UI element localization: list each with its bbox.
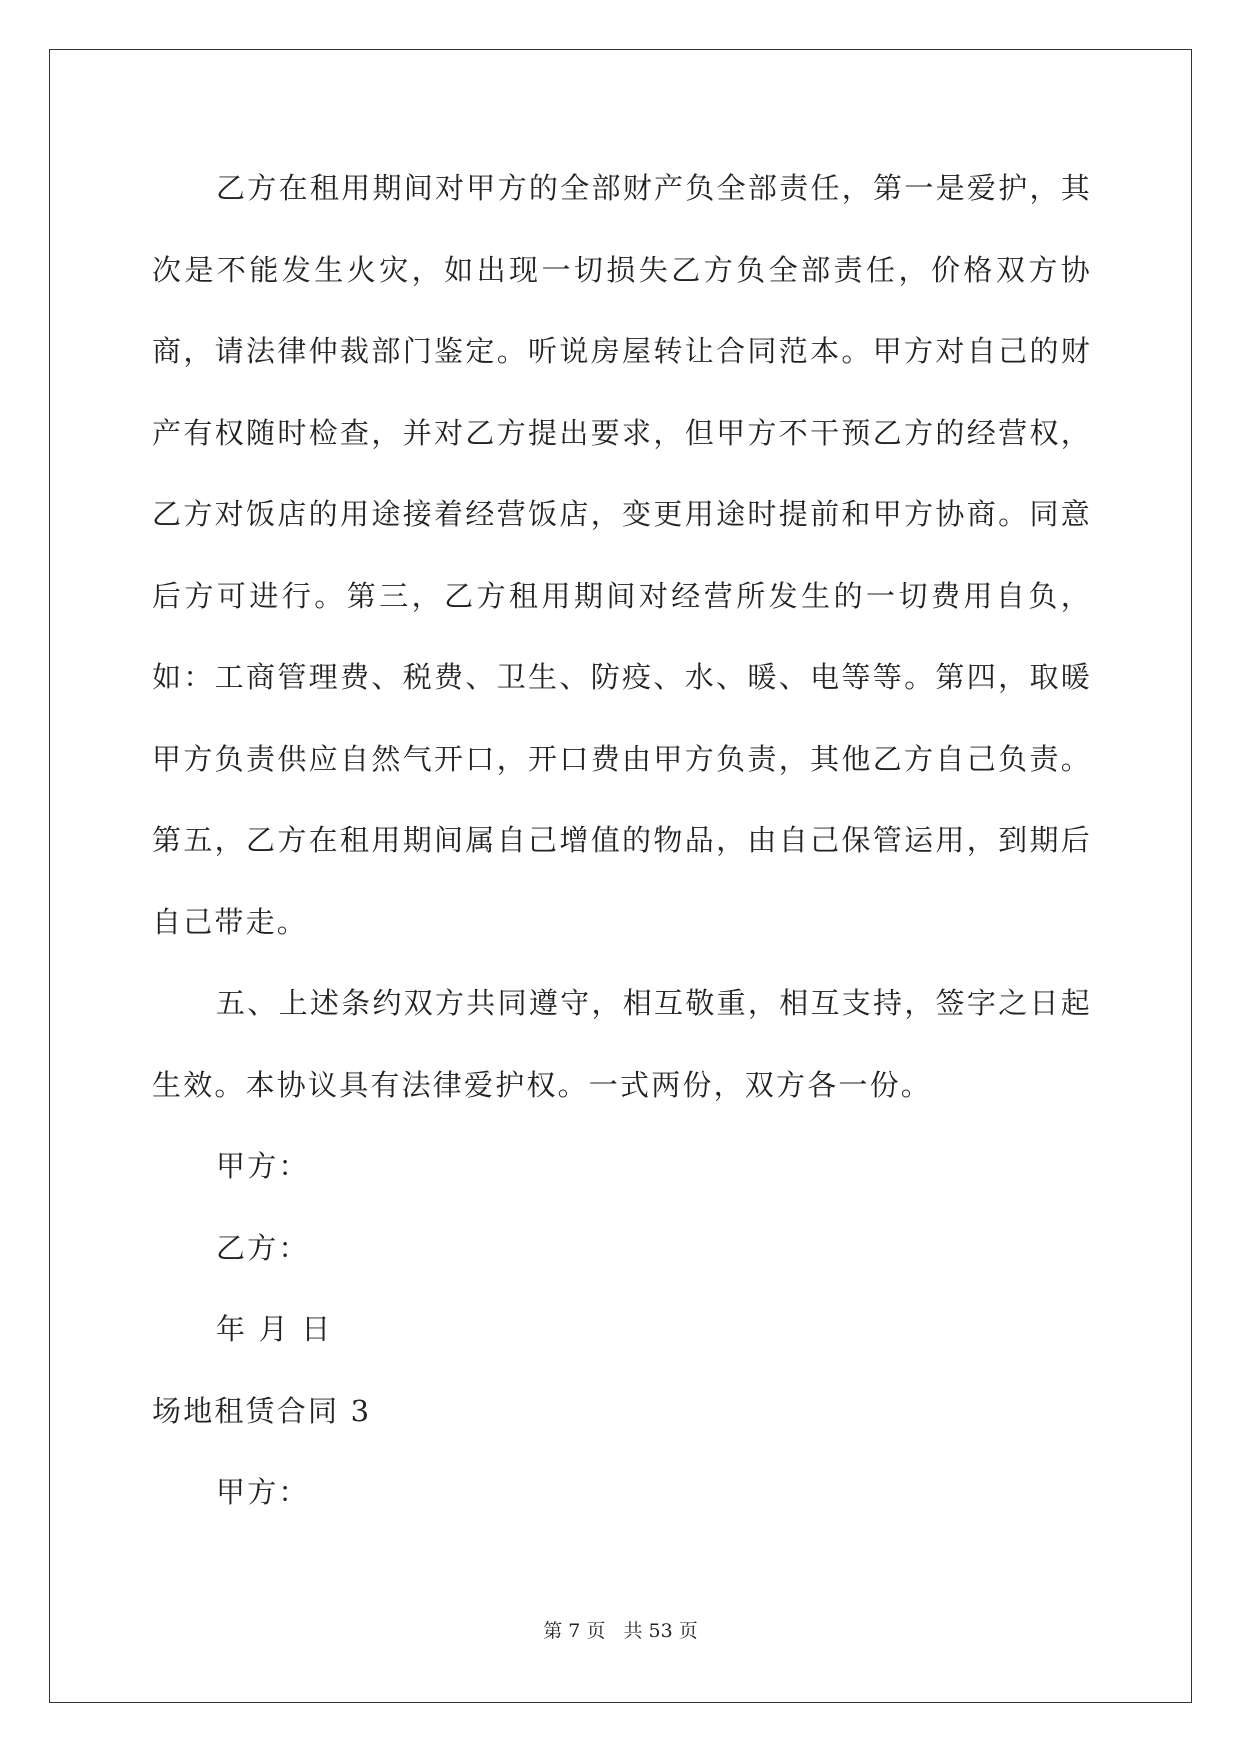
section-title: 场地租赁合同 3 <box>152 1393 372 1428</box>
date-line: 年 月 日 <box>216 1312 333 1346</box>
party-a-signature-label: 甲方： <box>216 1149 310 1183</box>
party-b-signature-label: 乙方： <box>216 1230 310 1265</box>
document-body <box>152 148 1092 1534</box>
paragraph-tenant-responsibility: 乙方在租用期间对甲方的全部财产负全部责任，第一是爱护，其次是不能发生火灾，如出现一切损失乙方负全部责任，价格双方协商，请法律仲裁部门鉴定。听说房屋转让合同范本。甲方对自己的财产有权随时检查，并对乙方提出要求，但甲方不干预乙方的经营权，乙方对饭店的用途接着经营饭店，变更用途时提前和甲方协商。同意后方可进行。第三，乙方租用期间对经营所发生的一切费用自负，如：工商管理费、税费、卫生、防疫、水、暖、电等等。第四，取暖甲方负责供应自然气开口，开口费由甲方负责，其他乙方自己负责。第五，乙方在租用期间属自己增值的物品，由自己保管运用，到期后自己带走。 <box>152 171 1092 939</box>
page-footer: 第 7 页 共 53 页 <box>543 1620 698 1642</box>
paragraph-clause-five: 五、上述条约双方共同遵守，相互敬重，相互支持，签字之日起生效。本协议具有法律爱护权。一式两份，双方各一份。 <box>152 986 1092 1102</box>
party-a-label-second: 甲方： <box>216 1475 310 1509</box>
